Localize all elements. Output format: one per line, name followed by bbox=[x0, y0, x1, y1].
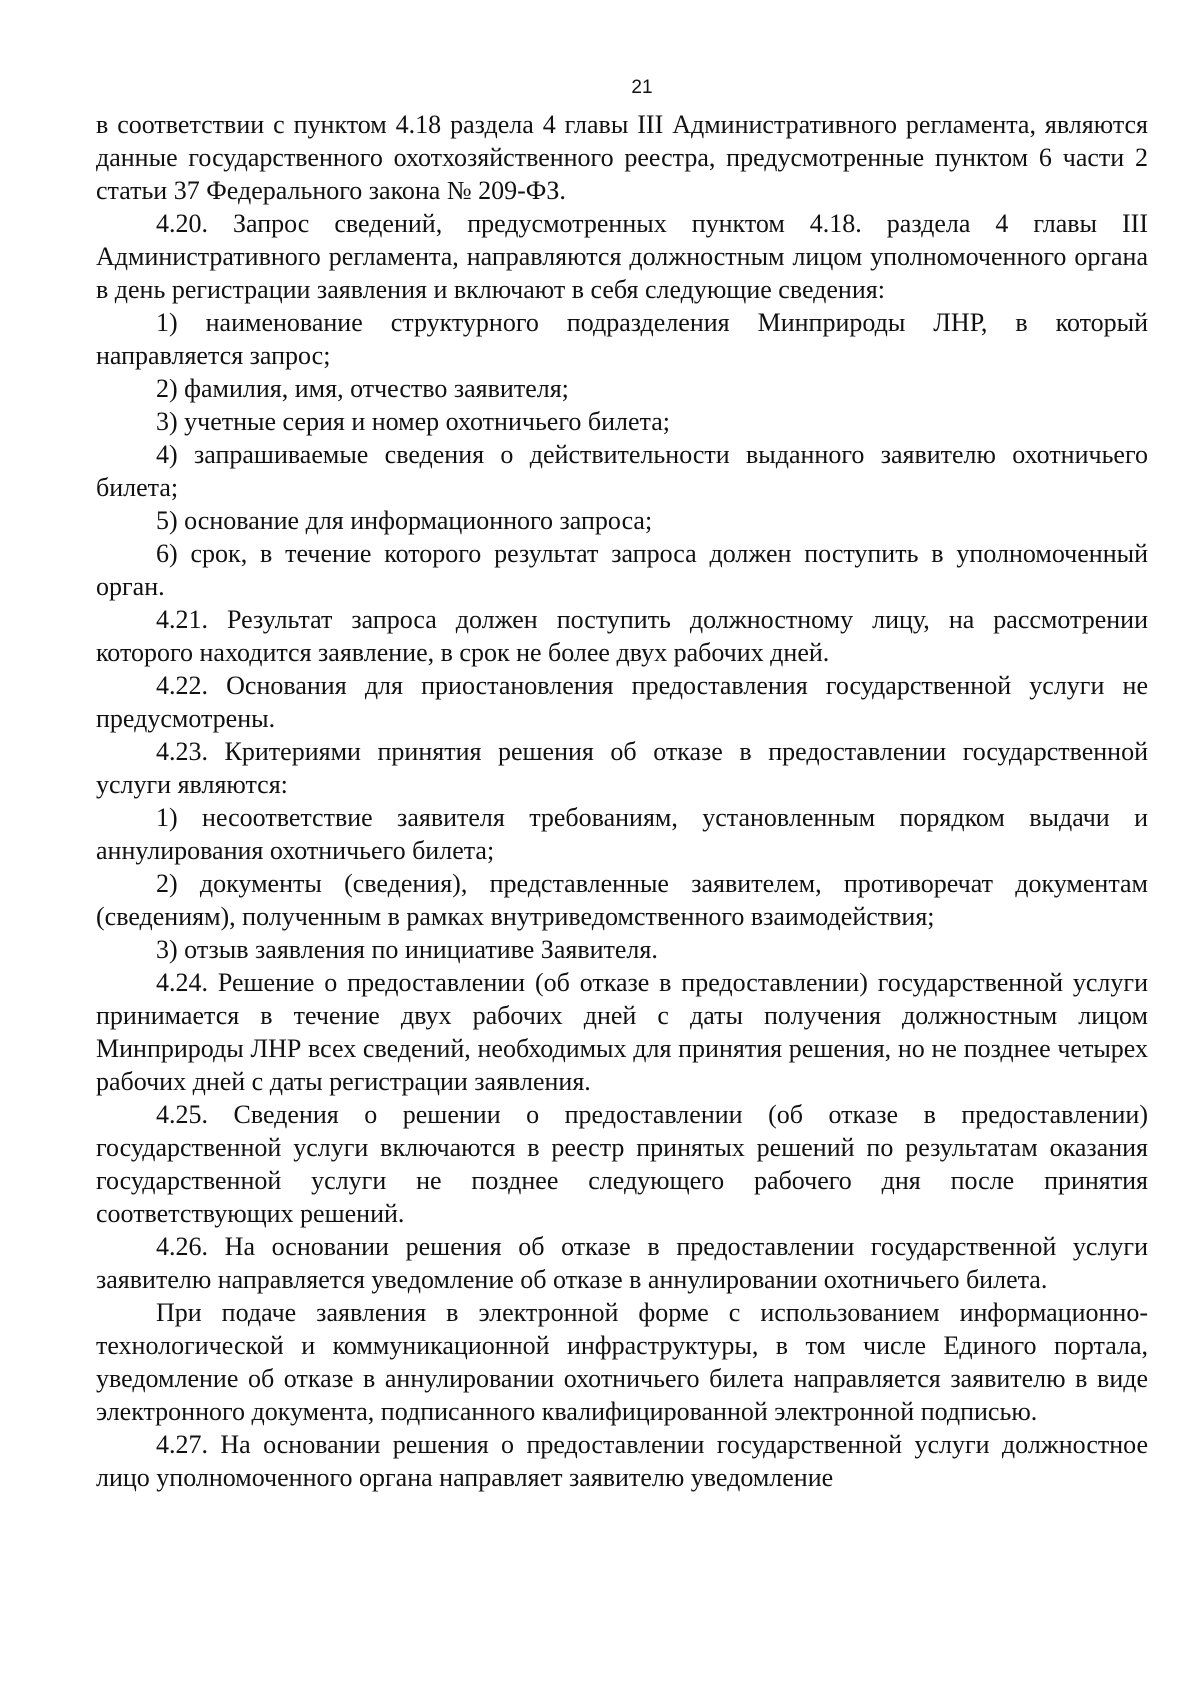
paragraph-electronic-form: При подаче заявления в электронной форме с использованием информационно-технологической и коммуникационной инфраструктуры, в том числе Единого портала, уведомление об отказе в аннулировании охотничьего билета направляется заявителю в виде электронного документа, подписанного квалифицированной электронной подписью. bbox=[96, 1298, 1148, 1426]
list-item: 4) запрашиваемые сведения о действительности выданного заявителю охотничьего билета; bbox=[96, 440, 1148, 502]
paragraph-4-24: 4.24. Решение о предоставлении (об отказе в предоставлении) государственной услуги принимается в течение двух рабочих дней с даты получения должностным лицом Минприроды ЛНР всех сведений, необходимых для принятия решения, но не позднее четырех рабочих дней с даты регистрации заявления. bbox=[96, 968, 1148, 1096]
document-body bbox=[96, 108, 1148, 1494]
paragraph-4-27: 4.27. На основании решения о предоставлении государственной услуги должностное лицо уполномоченного органа направляет заявителю уведомление bbox=[96, 1430, 1148, 1492]
list-item: 3) учетные серия и номер охотничьего билета; bbox=[156, 407, 670, 436]
page-number: 21 bbox=[631, 77, 653, 98]
paragraph-4-22: 4.22. Основания для приостановления предоставления государственной услуги не предусмотрены. bbox=[96, 671, 1148, 733]
paragraph-4-25: 4.25. Сведения о решении о предоставлении (об отказе в предоставлении) государственной услуги включаются в реестр принятых решений по результатам оказания государственной услуги не позднее следующего рабочего дня после принятия соответствующих решений. bbox=[96, 1100, 1148, 1228]
list-item: 1) наименование структурного подразделения Минприроды ЛНР, в который направляется запрос; bbox=[96, 308, 1148, 370]
paragraph-continuation: в соответствии с пунктом 4.18 раздела 4 главы III Административного регламента, являются данные государственного охотхозяйственного реестра, предусмотренные пунктом 6 части 2 статьи 37 Федерального закона № 209-ФЗ. bbox=[96, 110, 1148, 205]
list-item: 1) несоответствие заявителя требованиям, установленным порядком выдачи и аннулирования охотничьего билета; bbox=[96, 803, 1148, 865]
list-item: 2) документы (сведения), представленные заявителем, противоречат документам (сведениям), полученным в рамках внутриведомственного взаимодействия; bbox=[96, 869, 1148, 931]
list-item: 2) фамилия, имя, отчество заявителя; bbox=[156, 374, 569, 403]
paragraph-4-23: 4.23. Критериями принятия решения об отказе в предоставлении государственной услуги являются: bbox=[96, 737, 1148, 799]
paragraph-4-26: 4.26. На основании решения об отказе в предоставлении государственной услуги заявителю направляется уведомление об отказе в аннулировании охотничьего билета. bbox=[96, 1232, 1148, 1294]
list-item: 6) срок, в течение которого результат запроса должен поступить в уполномоченный орган. bbox=[96, 539, 1148, 601]
paragraph-4-21: 4.21. Результат запроса должен поступить должностному лицу, на рассмотрении которого находится заявление, в срок не более двух рабочих дней. bbox=[96, 605, 1148, 667]
paragraph-4-20: 4.20. Запрос сведений, предусмотренных пунктом 4.18. раздела 4 главы III Административного регламента, направляются должностным лицом уполномоченного органа в день регистрации заявления и включают в себя следующие сведения: bbox=[96, 209, 1148, 304]
list-item: 3) отзыв заявления по инициативе Заявителя. bbox=[156, 935, 658, 964]
list-item: 5) основание для информационного запроса; bbox=[156, 506, 653, 535]
